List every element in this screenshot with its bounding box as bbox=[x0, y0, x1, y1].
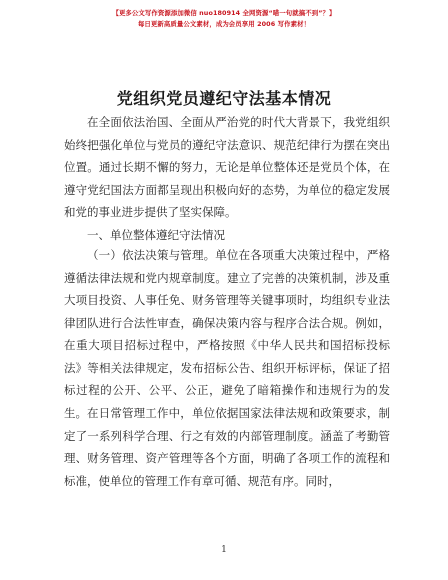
promo-banner-line-2: 每日更新高质量公文素材，成为会员享用 2006 写作素材！ bbox=[137, 20, 311, 28]
document-title: 党组织党员遵纪守法基本情况 bbox=[116, 89, 332, 108]
body-paragraph: 在日常管理工作中，单位依据国家法律法规和政策要求，制定了一系列科学合理、行之有效的内部管理制度。涵盖了考勤管理、财务管理、资产管理等各个方面，明确了各项工作的流程和标准，使单位的管理工作有章可循、规范有序。同时， bbox=[64, 406, 390, 488]
intro-paragraph: 在全面依法治国、全面从严治党的时代大背景下，我党组织始终把强化单位与党员的遵纪守法意识、规范纪律行为摆在突出位置。通过长期不懈的努力，无论是单位整体还是党员个体，在遵守党纪国法方面都呈现出积极向好的态势，为单位的稳定发展和党的事业进步提供了坚实保障。 bbox=[64, 115, 390, 219]
promo-banner-line-1: 【更多公文写作资源添加微信 nuo180914 全网资源“喵一句就搞不到”？】 bbox=[112, 9, 336, 17]
section-heading: 一、单位整体遵纪守法情况 bbox=[87, 228, 225, 242]
body-paragraph: （一）依法决策与管理。单位在各项重大决策过程中，严格遵循法律法规和党内规章制度。建立了完善的决策机制，涉及重大项目投资、人事任免、财务管理等关键事项时，均组织专业法律团队进行合法性审查，确保决策内容与程序合法合规。例如，在重大项目招标过程中，严格按照《中华人民共和国招标投标法》等相关法律规定，发布招标公告、组织开标评标，保证了招标过程的公开、公平、公正，避免了暗箱操作和违规行为的发生。 bbox=[64, 248, 390, 420]
page-number: 1 bbox=[221, 545, 227, 555]
